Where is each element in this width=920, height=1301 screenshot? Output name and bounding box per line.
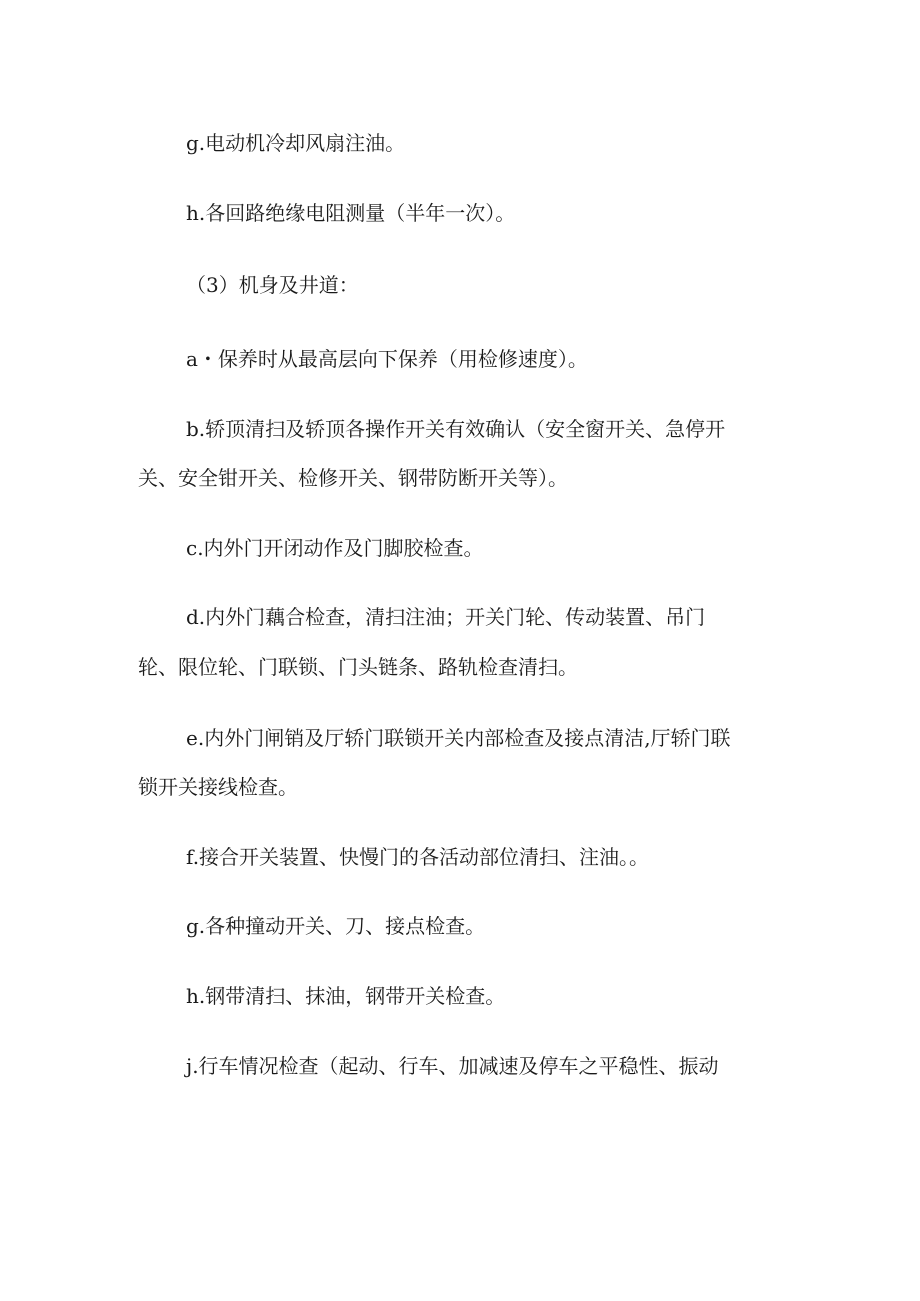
text-line: h.钢带清扫、抹油，钢带开关检查。: [186, 984, 506, 1008]
text-line: g.电动机冷却风扇注油。: [186, 131, 406, 155]
text-line: d.内外门藕合检查，清扫注油；开关门轮、传动装置、吊门: [186, 605, 706, 629]
text-line: j.行车情况检查（起动、行车、加减速及停车之平稳性、振动: [186, 1054, 719, 1078]
text-line: g.各种撞动开关、刀、接点检查。: [186, 914, 486, 938]
text-line: c.内外门开闭动作及门脚胶检查。: [186, 536, 484, 560]
text-line: f.接合开关装置、快慢门的各活动部位清扫、注油。。: [186, 845, 650, 869]
text-line: 轮、限位轮、门联锁、门头链条、路轨检查清扫。: [138, 655, 578, 679]
text-line: e.内外门闸销及厅轿门联锁开关内部检查及接点清洁,厅轿门联: [186, 726, 731, 750]
text-line: a・保养时从最高层向下保养（用检修速度）。: [186, 347, 588, 371]
text-line: b.轿顶清扫及轿顶各操作开关有效确认（安全窗开关、急停开: [186, 417, 726, 441]
text-line: h.各回路绝缘电阻测量（半年一次）。: [186, 201, 516, 225]
text-line: 关、安全钳开关、检修开关、钢带防断开关等）。: [138, 466, 568, 490]
section-heading: （3）机身及井道：: [186, 273, 359, 297]
text-line: 锁开关接线检查。: [138, 775, 298, 799]
